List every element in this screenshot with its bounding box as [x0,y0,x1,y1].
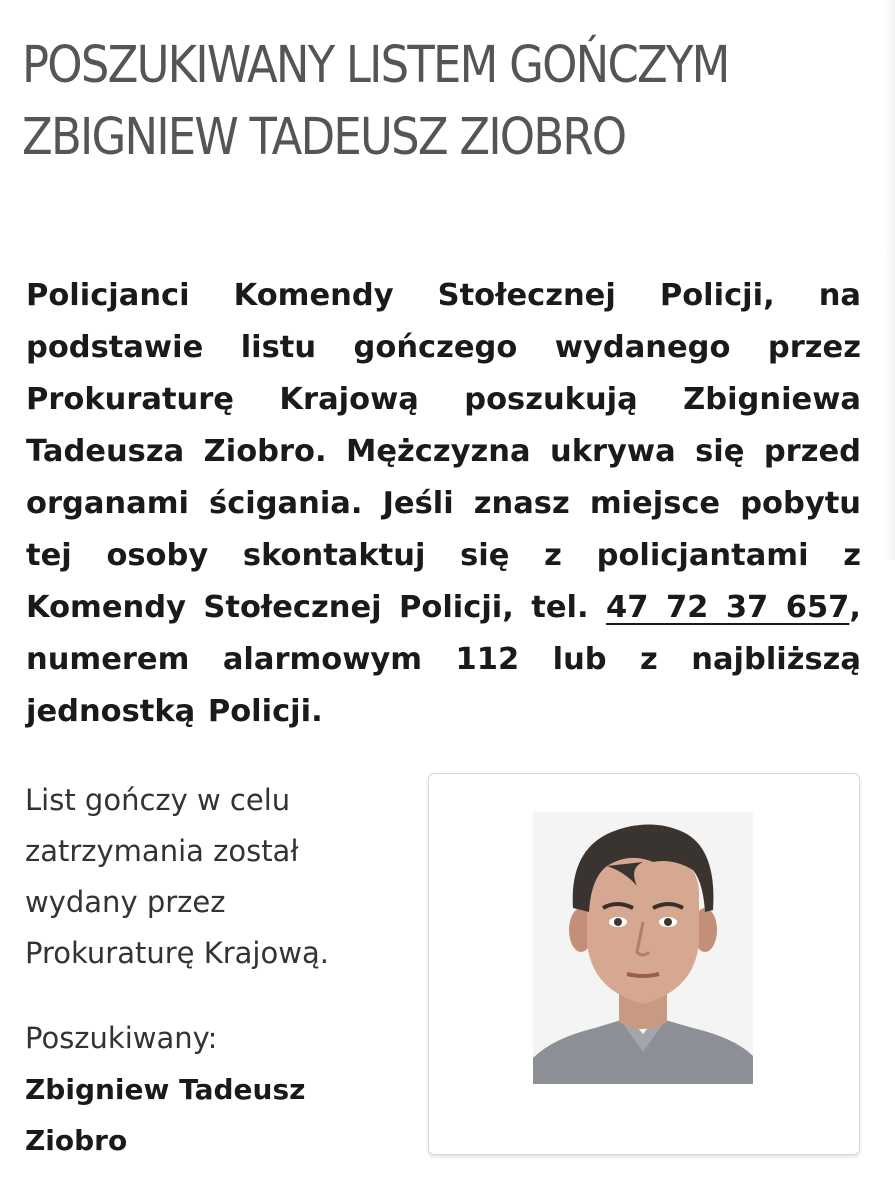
lead-paragraph [26,270,861,738]
page-title [22,30,784,174]
warrant-info-line-1: List gończy w celu [25,783,291,817]
warrant-info-line-2: zatrzymania został [25,834,299,868]
lead-text-before-phone: Policjanci Komendy Stołecznej Policji, na podstawie listu gończego wydanego przez Prokuraturę Krajową poszukują Zbigniewa Tadeusza Ziobro. Mężczyzna ukrywa się przed organami ścigania. Jeśli znasz miejsce pobytu tej osoby skontaktuj się z policjantami z Komendy Stołecznej Policji, tel. [26,278,861,625]
phone-link[interactable]: 47 72 37 657 [606,590,850,625]
title-line-1: POSZUKIWANY LISTEM GOŃCZYM [22,36,729,95]
lead-text-after-phone: , numerem alarmowym 112 lub z najbliższą jednostką Policji. [26,590,861,729]
portrait-icon [533,812,753,1084]
warrant-info [25,775,405,979]
scrollbar-edge[interactable] [885,0,895,560]
warrant-info-line-4: Prokuraturę Krajową. [25,936,329,970]
title-line-2: ZBIGNIEW TADEUSZ ZIOBRO [22,108,626,167]
photo-card[interactable] [428,773,860,1155]
wanted-label: Poszukiwany: [25,1021,218,1055]
portrait-photo[interactable] [533,812,753,1084]
wanted-name: Zbigniew Tadeusz Ziobro [25,1073,306,1157]
warrant-info-line-3: wydany przez [25,885,226,919]
